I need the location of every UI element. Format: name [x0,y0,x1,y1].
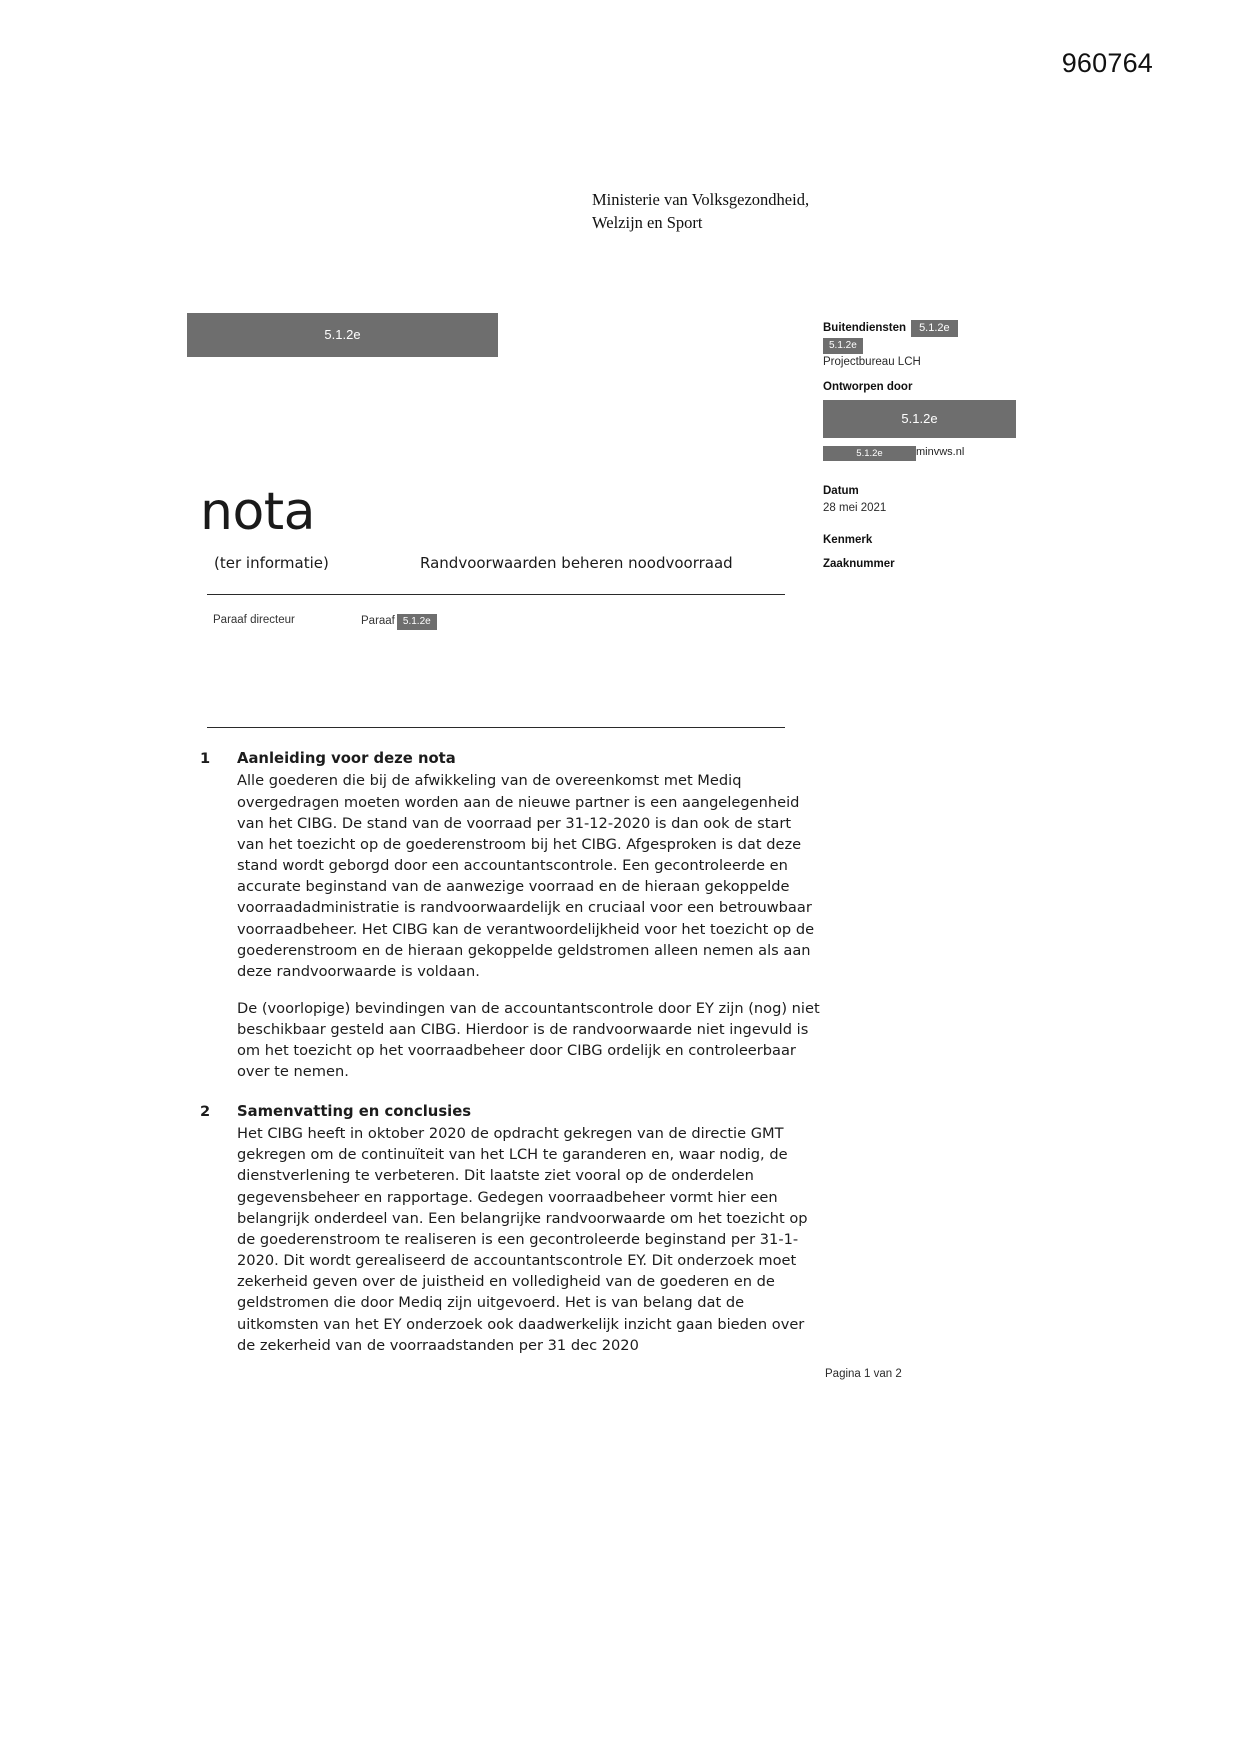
kenmerk-label: Kenmerk [823,533,873,546]
ontworpen-door-label: Ontworpen door [823,380,913,393]
paraaf-block [361,614,437,630]
zaaknummer-label: Zaaknummer [823,558,895,571]
redaction-bar-header: 5.1.2e [187,313,498,357]
section-1-heading: Aanleiding voor deze nota [237,750,456,767]
section-2-number: 2 [200,1102,211,1120]
page-title: nota [200,482,316,542]
buitendiensten-label: Buitendiensten [823,322,907,335]
ministry-block [592,188,809,235]
section-1-number: 1 [200,750,211,767]
paraaf-redaction: 5.1.2e [397,614,437,630]
page-footer: Pagina 1 van 2 [825,1368,902,1380]
section-2 [200,1101,820,1356]
subtitle-info: (ter informatie) [214,554,329,572]
document-number: 960764 [1061,48,1153,78]
metadata-column [823,320,1083,573]
section-1-paragraph-1: Alle goederen die bij de afwikkeling van de overeenkomst met Mediq overgedragen moeten worden aan de nieuwe partner is een aangelegenheid van het CIBG. De stand van de voorraad per 31-12-2020 is dan ook de start van het toezicht op de goederenstroom bij het CIBG. Afgesproken is dat deze stand wordt geborgd door een accountantscontrole. Een gecontroleerde en accurate beginstand van de aanwezige voorraad en de hieraan gekoppelde voorraadadministratie is randvoorwaardelijk en cruciaal voor een betrouwbaar voorraadbeheer. Het CIBG kan de verantwoordelijkheid voor het toezicht op de goederenstroom en de hieraan gekoppelde geldstromen alleen nemen als aan deze randvoorwaarde is voldaan. [237,772,815,980]
projectbureau-value: Projectbureau LCH [823,356,921,368]
divider-top [207,594,785,595]
email-redaction: 5.1.2e [823,446,916,461]
ministry-line-2: Welzijn en Sport [592,213,703,233]
section-2-paragraph-1: Het CIBG heeft in oktober 2020 de opdracht gekregen van de directie GMT gekregen om de continuïteit van het LCH te garanderen en, waar nodig, de dienstverlening te verbeteren. Dit laatste ziet vooral op de onderdelen gegevensbeheer en rapportage. Gedegen voorraadbeheer vormt hier een belangrijk onderdeel van. Een belangrijke randvoorwaarde om het toezicht op de goederenstroom te realiseren is een gecontroleerde beginstand per 31-1-2020. Dit wordt gerealiseerd de accountantscontrole EY. Dit onderzoek moet zekerheid geven over de juistheid en volledigheid van de goederen en de geldstromen die door Mediq zijn uitgevoerd. Het is van belang dat de uitkomsten van het EY onderzoek ook daadwerkelijk inzicht gaan bieden over de zekerheid van de voorraadstanden per 31 dec 2020 [237,1125,808,1354]
buitendiensten-redaction-2-row [823,337,1083,354]
paraaf-label: Paraaf [361,615,395,627]
ministry-line-1: Ministerie van Volksgezondheid, [592,190,810,209]
section-1 [200,748,820,1083]
ontworpen-door-redaction: 5.1.2e [823,400,1016,438]
divider-body [207,727,785,728]
section-2-heading: Samenvatting en conclusies [237,1102,472,1120]
email-row [823,445,1083,461]
email-suffix: minvws.nl [916,446,965,459]
buitendiensten-redaction: 5.1.2e [911,320,958,337]
subtitle-topic: Randvoorwaarden beheren noodvoorraad [420,554,733,572]
section-1-paragraph-2: De (voorlopige) bevindingen van de accountantscontrole door EY zijn (nog) niet beschikbaar gesteld aan CIBG. Hierdoor is de randvoorwaarde niet ingevuld is om het toezicht op het voorraadbeheer door CIBG ordelijk en controleerbaar over te nemen. [237,1000,820,1081]
datum-value: 28 mei 2021 [823,501,887,514]
paraaf-directeur-label: Paraaf directeur [213,614,295,626]
buitendiensten-redaction-2: 5.1.2e [823,338,863,354]
buitendiensten-row [823,320,1083,337]
datum-label: Datum [823,485,859,498]
document-body [200,748,820,1374]
